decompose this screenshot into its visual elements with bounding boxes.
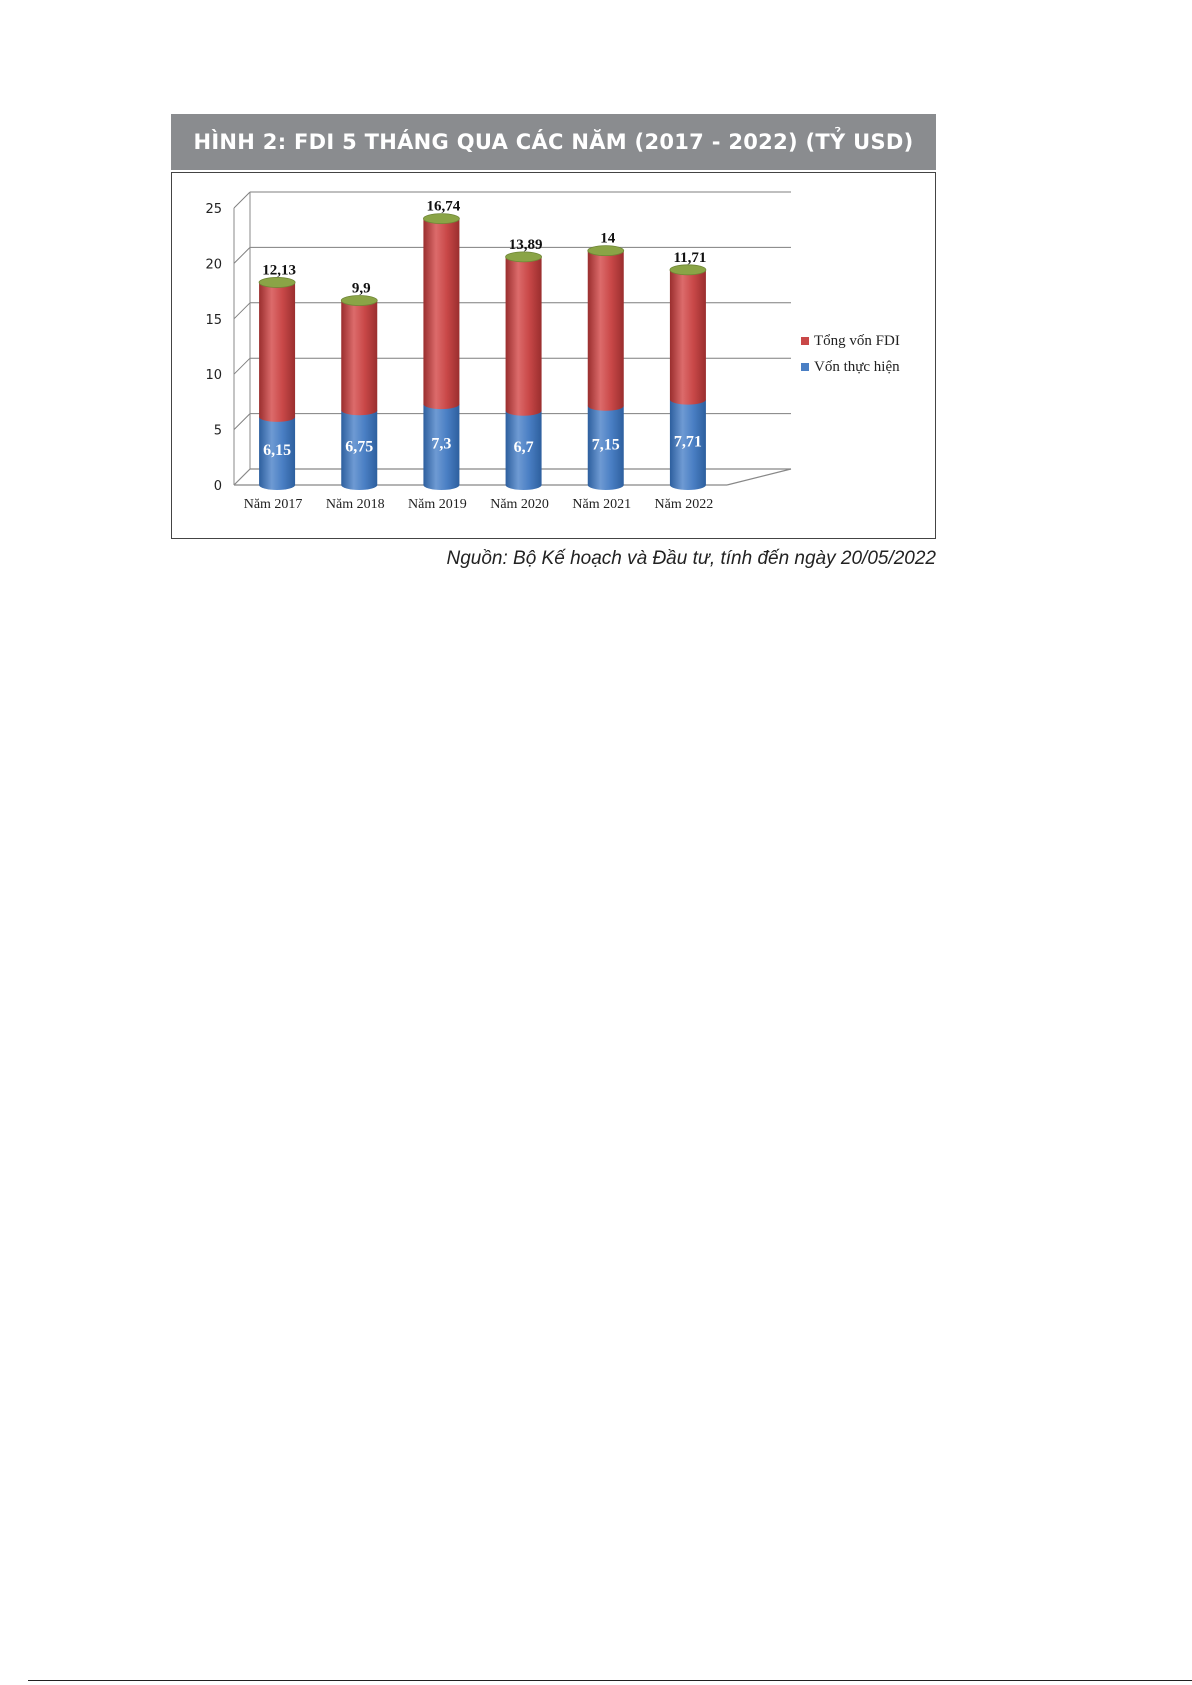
legend (801, 333, 900, 375)
data-label-von-thuc-hien: 6,15 (263, 441, 292, 459)
floor-edge-side (727, 469, 791, 485)
gridline-depth (234, 469, 250, 485)
x-tick-label: Năm 2020 (490, 497, 549, 512)
gridline-depth (234, 358, 250, 374)
footer-rule (28, 1680, 1192, 1681)
gridline-depth (234, 414, 250, 430)
x-tick-label: Năm 2022 (654, 497, 714, 512)
chart-frame (171, 172, 936, 539)
gridline-depth (234, 192, 250, 208)
bar-top-cap (588, 246, 624, 256)
bar-tong-von-fdi (588, 251, 624, 411)
bar-tong-von-fdi (259, 282, 295, 421)
data-label-tong-von-fdi: 9,9 (351, 280, 371, 297)
data-label-von-thuc-hien: 6,75 (345, 438, 374, 456)
bar-top-cap (506, 252, 542, 262)
labels-layer (244, 199, 714, 512)
bar-tong-von-fdi (423, 219, 459, 409)
x-tick-label: Năm 2018 (325, 497, 385, 512)
data-label-tong-von-fdi: 11,71 (673, 249, 707, 266)
gridline-depth (234, 303, 250, 319)
y-tick-label: 15 (205, 312, 222, 328)
bar-top-cap (259, 277, 295, 287)
y-tick-label: 10 (205, 368, 222, 384)
data-label-tong-von-fdi: 16,74 (426, 198, 461, 215)
chart-plot (172, 173, 935, 538)
y-tick-label: 5 (213, 423, 222, 439)
x-tick-label: Năm 2017 (243, 497, 303, 512)
bars-layer (259, 214, 706, 490)
data-label-von-thuc-hien: 7,3 (431, 435, 452, 453)
bar-tong-von-fdi (506, 257, 542, 416)
x-tick-label: Năm 2019 (408, 497, 467, 512)
bar-top-cap (670, 265, 706, 275)
data-label-tong-von-fdi: 12,13 (262, 262, 296, 279)
source-note: Nguồn: Bộ Kế hoạch và Đầu tư, tính đến ngày 20/05/2022 (446, 548, 936, 569)
x-tick-label: Năm 2021 (572, 497, 632, 512)
y-tick-label: 0 (213, 479, 222, 494)
data-label-tong-von-fdi: 14 (600, 230, 616, 247)
y-tick-label: 25 (205, 202, 222, 217)
legend-label: Vốn thực hiện (814, 359, 900, 375)
bar-top-cap (341, 296, 377, 306)
legend-label: Tổng vốn FDI (814, 333, 900, 349)
bar-top-cap (423, 214, 459, 224)
data-label-von-thuc-hien: 7,71 (673, 433, 702, 451)
y-tick-label: 20 (205, 257, 222, 273)
gridline-depth (234, 247, 250, 263)
data-label-tong-von-fdi: 13,89 (508, 236, 543, 253)
bar-tong-von-fdi (341, 301, 377, 416)
legend-swatch (801, 337, 809, 345)
figure-title: HÌNH 2: FDI 5 THÁNG QUA CÁC NĂM (2017 - 2022) (TỶ USD) (171, 114, 936, 170)
bar-tong-von-fdi (670, 270, 706, 405)
legend-swatch (801, 363, 809, 371)
data-label-von-thuc-hien: 6,7 (513, 438, 534, 456)
data-label-von-thuc-hien: 7,15 (591, 436, 620, 454)
